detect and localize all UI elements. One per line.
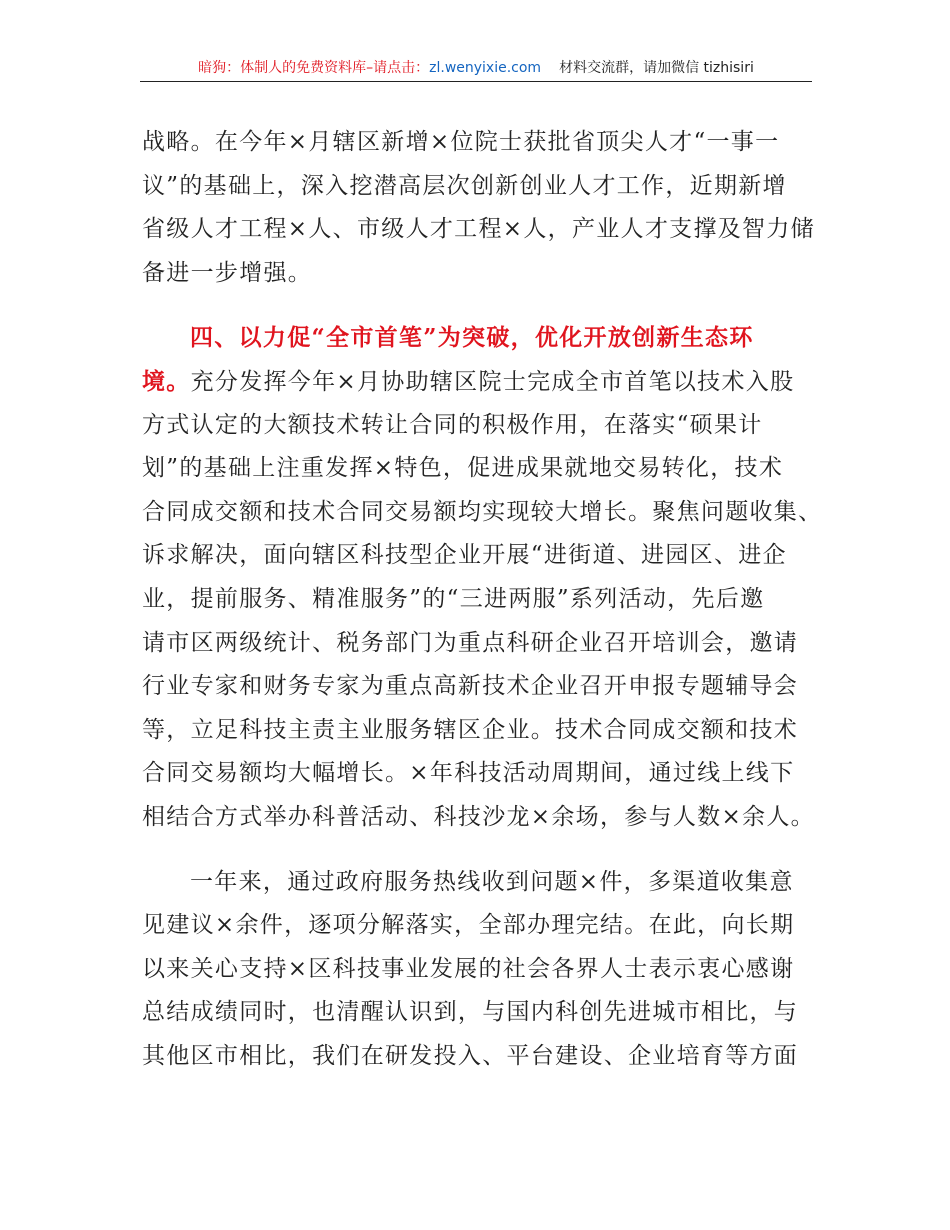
text-line: 合同成交额和技术合同交易额均实现较大增长。聚焦问题收集、: [142, 498, 823, 525]
page-header: [140, 58, 812, 82]
text-line: 方式认定的大额技术转让合同的积极作用，在落实“硕果计: [142, 411, 763, 438]
text-line: 议”的基础上，深入挖潜高层次创新创业人才工作，近期新增: [142, 172, 787, 199]
text-line: 合同交易额均大幅增长。×年科技活动周期间，通过线上线下: [142, 760, 795, 787]
text-line: 以来关心支持×区科技事业发展的社会各界人士表示衷心感谢: [142, 955, 795, 982]
header-click-prompt: –请点击：: [366, 60, 430, 76]
document-body: [142, 121, 823, 1078]
header-url-link[interactable]: zl.wenyixie.com: [429, 60, 542, 76]
text-line: 划”的基础上注重发挥×特色，促进成果就地交易转化，技术: [142, 455, 784, 482]
text-line: 战略。在今年×月辖区新增×位院士获批省顶尖人才“一事一: [142, 129, 780, 155]
header-wechat-note: 材料交流群，请加微信 tizhisiri: [559, 60, 754, 76]
text-line: 总结成绩同时，也清醒认识到，与国内科创先进城市相比，与: [142, 999, 799, 1026]
text-line: [142, 360, 809, 404]
text-line: 请市区两级统计、税务部门为重点科研企业召开培训会，邀请: [142, 629, 799, 656]
header-site-name: 暗狗：体制人的免费资料库: [198, 60, 367, 76]
text-line: 业，提前服务、精准服务”的“三进两服”系列活动，先后邀: [142, 585, 765, 612]
paragraph-3: [142, 861, 809, 1079]
text-line: 等，立足科技主责主业服务辖区企业。技术合同成交额和技术: [142, 716, 799, 743]
paragraph-2: [142, 316, 823, 839]
text-line: 其他区市相比，我们在研发投入、平台建设、企业培育等方面: [142, 1042, 799, 1069]
text-line-rest: 充分发挥今年×月协助辖区院士完成全市首笔以技术入股: [190, 368, 795, 395]
section-heading: 四、以力促“全市首笔”为突破，优化开放创新生态环: [190, 324, 754, 352]
text-line: 见建议×余件，逐项分解落实，全部办理完结。在此，向长期: [142, 912, 795, 939]
text-line: 行业专家和财务专家为重点高新技术企业召开申报专题辅导会: [142, 673, 799, 700]
text-line: 诉求解决，面向辖区科技型企业开展“进街道、进园区、进企: [142, 542, 787, 569]
paragraph-1: [142, 121, 815, 295]
section-heading-end: 境。: [142, 367, 191, 395]
text-line: 备进一步增强。: [142, 259, 313, 286]
text-line: 省级人才工程×人、市级人才工程×人，产业人才支撑及智力储: [142, 216, 815, 243]
text-line: 一年来，通过政府服务热线收到问题×件，多渠道收集意: [190, 868, 794, 895]
text-line: 相结合方式举办科普活动、科技沙龙×余场，参与人数×余人。: [142, 803, 815, 830]
